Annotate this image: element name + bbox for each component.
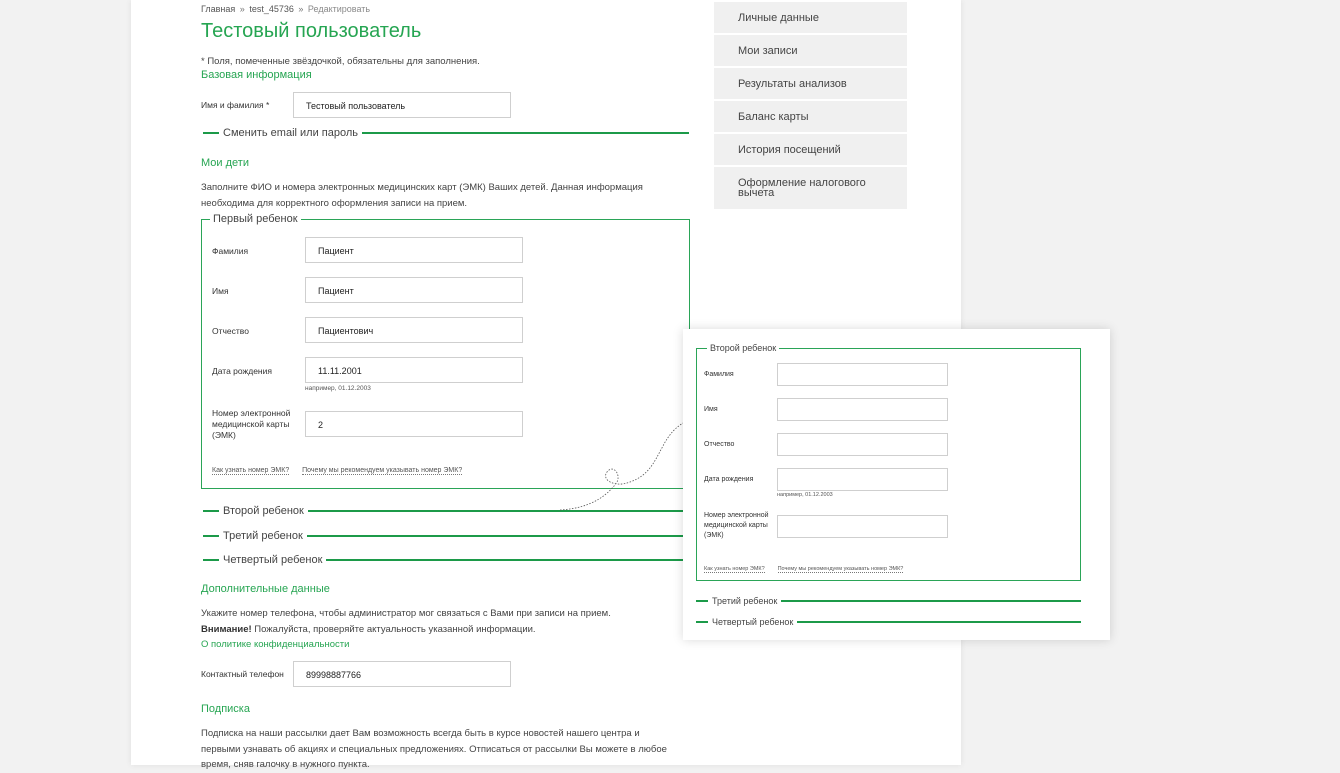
patronymic-input[interactable]: Пациентович: [305, 317, 523, 343]
fourth-child-label: Четвертый ребенок: [712, 617, 794, 627]
why-emk-link[interactable]: Почему мы рекомендуем указывать номер ЭМК?: [302, 467, 463, 474]
rule-line: [326, 559, 689, 561]
sidebar-item-visit-history[interactable]: История посещений: [714, 134, 907, 165]
page-title: Тестовый пользователь: [201, 20, 422, 42]
surname-input[interactable]: [777, 363, 948, 386]
breadcrumb: [201, 4, 370, 14]
surname-label: Фамилия: [212, 246, 249, 256]
subscription-text: [201, 726, 667, 773]
emk-label: [704, 511, 769, 541]
surname-input[interactable]: Пациент: [305, 237, 523, 263]
name-input[interactable]: Тестовый пользователь: [293, 92, 511, 118]
rule-line: [362, 132, 689, 134]
emk-input[interactable]: 2: [305, 411, 523, 437]
subscription-line: первыми узнавать об акциях и специальных предложениях. Отписаться от рассылки Вы можете в любое: [201, 743, 667, 755]
emk-label-line: медицинской карты: [704, 522, 768, 529]
rule-line: [781, 600, 1081, 602]
emk-label-line: (ЭМК): [212, 430, 236, 440]
change-credentials-toggle[interactable]: [203, 126, 689, 140]
warning-text: Пожалуйста, проверяйте актуальность указанной информации.: [251, 623, 536, 635]
second-child-legend: Второй ребенок: [707, 343, 779, 353]
basic-info-heading: Базовая информация: [201, 69, 312, 81]
rule-line: [797, 621, 1081, 623]
how-to-find-emk-link[interactable]: Как узнать номер ЭМК?: [212, 467, 290, 474]
sidebar-item-personal-data[interactable]: Личные данные: [714, 2, 907, 33]
children-description-line: необходима для корректного оформления записи на прием.: [201, 197, 468, 209]
name-label: Имя и фамилия *: [201, 100, 270, 110]
breadcrumb-separator: »: [239, 4, 245, 14]
extra-data-text: [201, 606, 611, 653]
rule-dash: [203, 510, 219, 512]
sidebar-item-my-appointments[interactable]: Мои записи: [714, 35, 907, 66]
third-child-toggle[interactable]: [696, 595, 1081, 607]
birth-date-input[interactable]: [777, 468, 948, 491]
subscription-line: время, сняв галочку в нужного пункта.: [201, 759, 370, 770]
subscription-heading: Подписка: [201, 703, 250, 715]
emk-label-line: Номер электронной: [704, 512, 769, 519]
children-description-line: Заполните ФИО и номера электронных медицинских карт (ЭМК) Ваших детей. Данная информация: [201, 182, 643, 193]
birth-date-input[interactable]: 11.11.2001: [305, 357, 523, 383]
third-child-toggle[interactable]: [203, 529, 689, 543]
children-description: [201, 180, 643, 211]
third-child-label: Третий ребенок: [712, 596, 778, 606]
breadcrumb-home[interactable]: Главная: [201, 4, 236, 14]
sidebar-item-tax-deduction[interactable]: Оформление налогового вычета: [714, 167, 907, 209]
second-child-fieldset: [696, 343, 1081, 581]
emk-label-line: Номер электронной: [212, 408, 291, 418]
birth-date-label: Дата рождения: [212, 366, 272, 376]
fourth-child-toggle[interactable]: [696, 616, 1081, 628]
second-child-label: Второй ребенок: [223, 505, 304, 517]
how-to-find-emk-link[interactable]: Как узнать номер ЭМК?: [704, 566, 765, 572]
account-sidebar: [714, 2, 907, 211]
why-emk-link[interactable]: Почему мы рекомендуем указывать номер ЭМК?: [777, 566, 904, 572]
birth-date-hint: например, 01.12.2003: [305, 385, 371, 392]
emk-label: [212, 408, 290, 441]
surname-label: Фамилия: [704, 371, 734, 378]
second-child-zoom-callout: [683, 329, 1110, 640]
birth-date-hint: например, 01.12.2003: [777, 492, 833, 498]
emk-label-line: (ЭМК): [704, 532, 724, 539]
fourth-child-toggle[interactable]: [203, 553, 689, 567]
required-note: * Поля, помеченные звёздочкой, обязательны для заполнения.: [201, 56, 480, 67]
phone-input[interactable]: 89998887766: [293, 661, 511, 687]
first-name-input[interactable]: Пациент: [305, 277, 523, 303]
rule-dash: [203, 535, 219, 537]
sidebar-item-card-balance[interactable]: Баланс карты: [714, 101, 907, 132]
first-child-legend: Первый ребенок: [210, 213, 301, 225]
rule-dash: [696, 621, 708, 623]
subscription-line: Подписка на наши рассылки дает Вам возможность всегда быть в курсе новостей нашего центра и: [201, 728, 640, 739]
rule-dash: [203, 559, 219, 561]
emk-label-line: медицинской карты: [212, 419, 290, 429]
third-child-label: Третий ребенок: [223, 530, 303, 542]
birth-date-label: Дата рождения: [704, 476, 754, 483]
sidebar-item-test-results[interactable]: Результаты анализов: [714, 68, 907, 99]
rule-line: [307, 535, 689, 537]
callout-connector: [555, 420, 690, 515]
emk-help-links: [212, 459, 462, 477]
first-name-label: Имя: [704, 406, 718, 413]
extra-data-heading: Дополнительные данные: [201, 583, 330, 595]
children-heading: Мои дети: [201, 157, 249, 169]
breadcrumb-separator: »: [298, 4, 304, 14]
warning-bold: Внимание!: [201, 623, 252, 635]
patronymic-label: Отчество: [704, 441, 735, 448]
fourth-child-label: Четвертый ребенок: [223, 554, 323, 566]
rule-dash: [203, 132, 219, 134]
breadcrumb-user[interactable]: test_45736: [249, 4, 294, 14]
emk-help-links: [704, 557, 903, 575]
phone-instruction: Укажите номер телефона, чтобы администратор мог связаться с Вами при записи на прием.: [201, 608, 611, 619]
emk-input[interactable]: [777, 515, 948, 538]
patronymic-input[interactable]: [777, 433, 948, 456]
patronymic-label: Отчество: [212, 326, 249, 336]
change-credentials-label: Сменить email или пароль: [223, 127, 358, 139]
phone-label: Контактный телефон: [201, 669, 284, 679]
first-name-input[interactable]: [777, 398, 948, 421]
privacy-link[interactable]: О политике конфиденциальности: [201, 639, 350, 650]
breadcrumb-current: Редактировать: [307, 4, 371, 14]
rule-dash: [696, 600, 708, 602]
first-name-label: Имя: [212, 286, 229, 296]
warning-line: [201, 622, 611, 638]
